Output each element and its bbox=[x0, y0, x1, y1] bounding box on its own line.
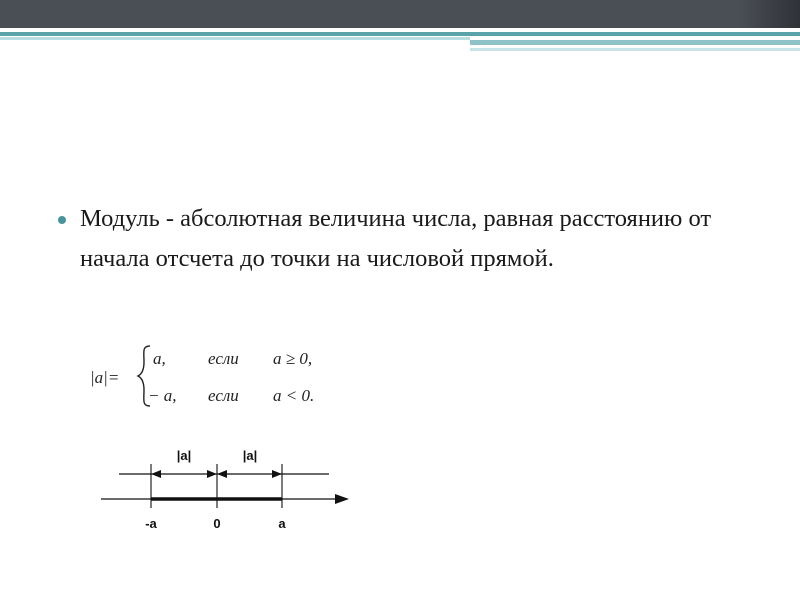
top-bar-shade bbox=[740, 0, 800, 28]
accent-stripe-2 bbox=[0, 37, 470, 40]
formula-lhs: |a|= bbox=[90, 368, 120, 387]
formula-case2-expr: − a, bbox=[148, 386, 177, 405]
segment-label-right: |a| bbox=[242, 448, 258, 463]
segment-label-left: |a| bbox=[176, 448, 192, 463]
formula-case2-cond: a < 0. bbox=[273, 386, 315, 405]
top-bar bbox=[0, 0, 800, 28]
label-minus-a: -a bbox=[145, 516, 157, 531]
formula-case1-cond: a ≥ 0, bbox=[273, 349, 313, 368]
accent-stripe bbox=[0, 32, 800, 36]
accent-stripe-4 bbox=[470, 48, 800, 51]
label-a: a bbox=[278, 516, 286, 531]
absolute-value-formula bbox=[90, 340, 340, 410]
accent-stripe-3 bbox=[470, 40, 800, 45]
bullet-text: Модуль - абсолютная величина числа, равная расстоянию от начала отсчета до точки на числовой прямой. bbox=[80, 205, 712, 272]
label-zero: 0 bbox=[213, 516, 221, 531]
number-line-figure bbox=[99, 436, 352, 544]
formula-case1-expr: a, bbox=[153, 349, 166, 368]
bullet-icon bbox=[58, 216, 66, 224]
formula-case1-word: если bbox=[208, 349, 239, 368]
formula-case2-word: если bbox=[208, 386, 239, 405]
